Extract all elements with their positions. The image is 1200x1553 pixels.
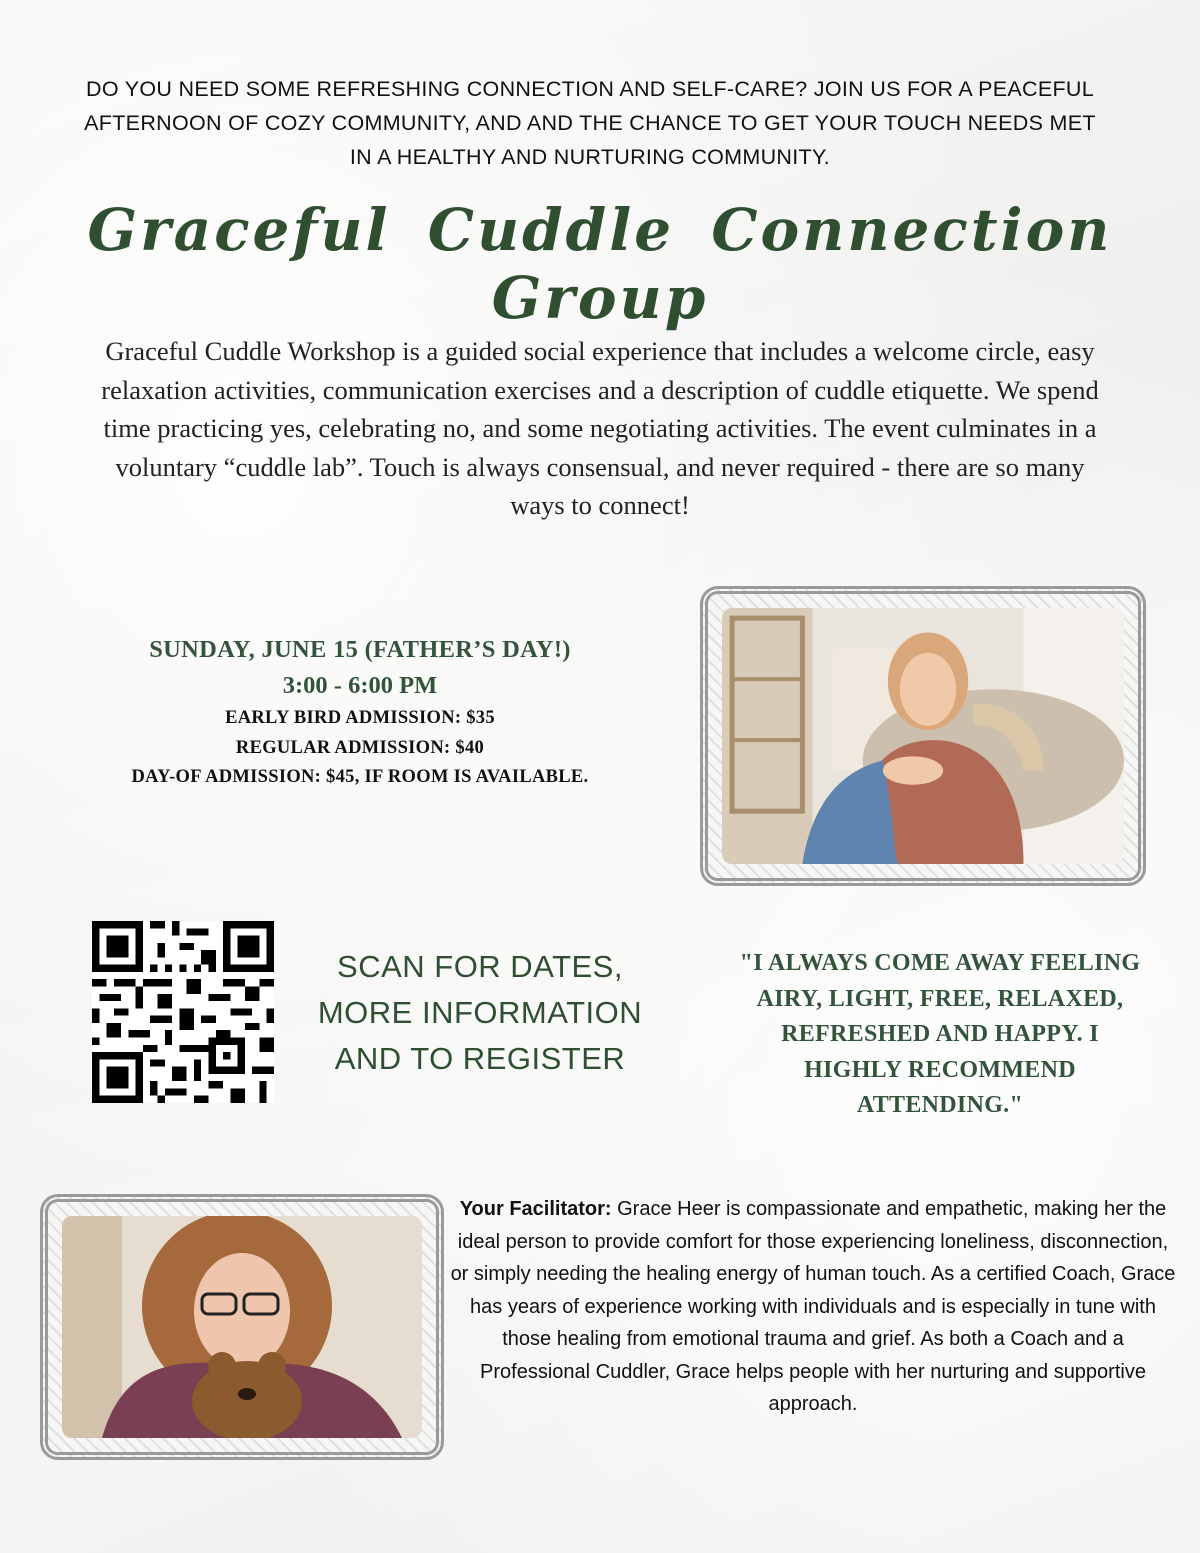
facilitator-photo [62,1216,422,1438]
scan-line-2: MORE INFORMATION [317,995,643,1030]
facilitator-bio [448,1193,1178,1421]
scan-line-1: SCAN FOR DATES, [337,949,623,984]
qr-code[interactable] [92,920,274,1104]
hug-photo [722,608,1124,864]
scan-instructions [300,944,660,1082]
intro-text: DO YOU NEED SOME REFRESHING CONNECTION AND SELF-CARE? JOIN US FOR A PEACEFUL AFTERNOON OF COZY COMMUNITY, AND AND THE CHANCE TO GET YOUR TOUCH NEEDS MET IN A HEALTHY AND NURTURING COMMUNITY. [84,77,1096,169]
facilitator-label: Your Facilitator: [459,1198,612,1220]
price-day-of: DAY-OF ADMISSION: $45, IF ROOM IS AVAILABLE. [131,767,589,787]
hug-photo-frame [700,586,1146,886]
price-regular: REGULAR ADMISSION: $40 [235,737,485,758]
scan-line-3: AND TO REGISTER [334,1041,626,1076]
testimonial-quote: "I ALWAYS COME AWAY FEELING AIRY, LIGHT, FREE, RELAXED, REFRESHED AND HAPPY. I HIGHLY RECOMMEND ATTENDING." [739,950,1141,1118]
page-title: Graceful Cuddle Connection Group [87,196,1113,332]
event-date: SUNDAY, JUNE 15 (FATHER’S DAY!) [149,636,571,663]
facilitator-photo-frame [40,1194,444,1460]
event-time: 3:00 - 6:00 PM [282,672,438,699]
facilitator-text: Grace Heer is compassionate and empathetic, making her the ideal person to provide comfort for those experiencing loneliness, disconnection, or simply needing the healing energy of human touch. As a certified Coach, Grace has years of experience working with individuals and is especially in tune with those healing from emotional trauma and grief. As both a Coach and a Professional Cuddler, Grace helps people with her nurturing and supportive approach. [450,1198,1176,1415]
workshop-description: Graceful Cuddle Workshop is a guided social experience that includes a welcome circle, easy relaxation activities, communication exercises and a description of cuddle etiquette. We spend time practicing yes, celebrating no, and some negotiating activities. The event culminates in a voluntary “cuddle lab”. Touch is always consensual, and never required - there are so many ways to connect! [101,336,1099,520]
event-details [60,632,660,793]
price-early-bird: EARLY BIRD ADMISSION: $35 [225,708,495,728]
